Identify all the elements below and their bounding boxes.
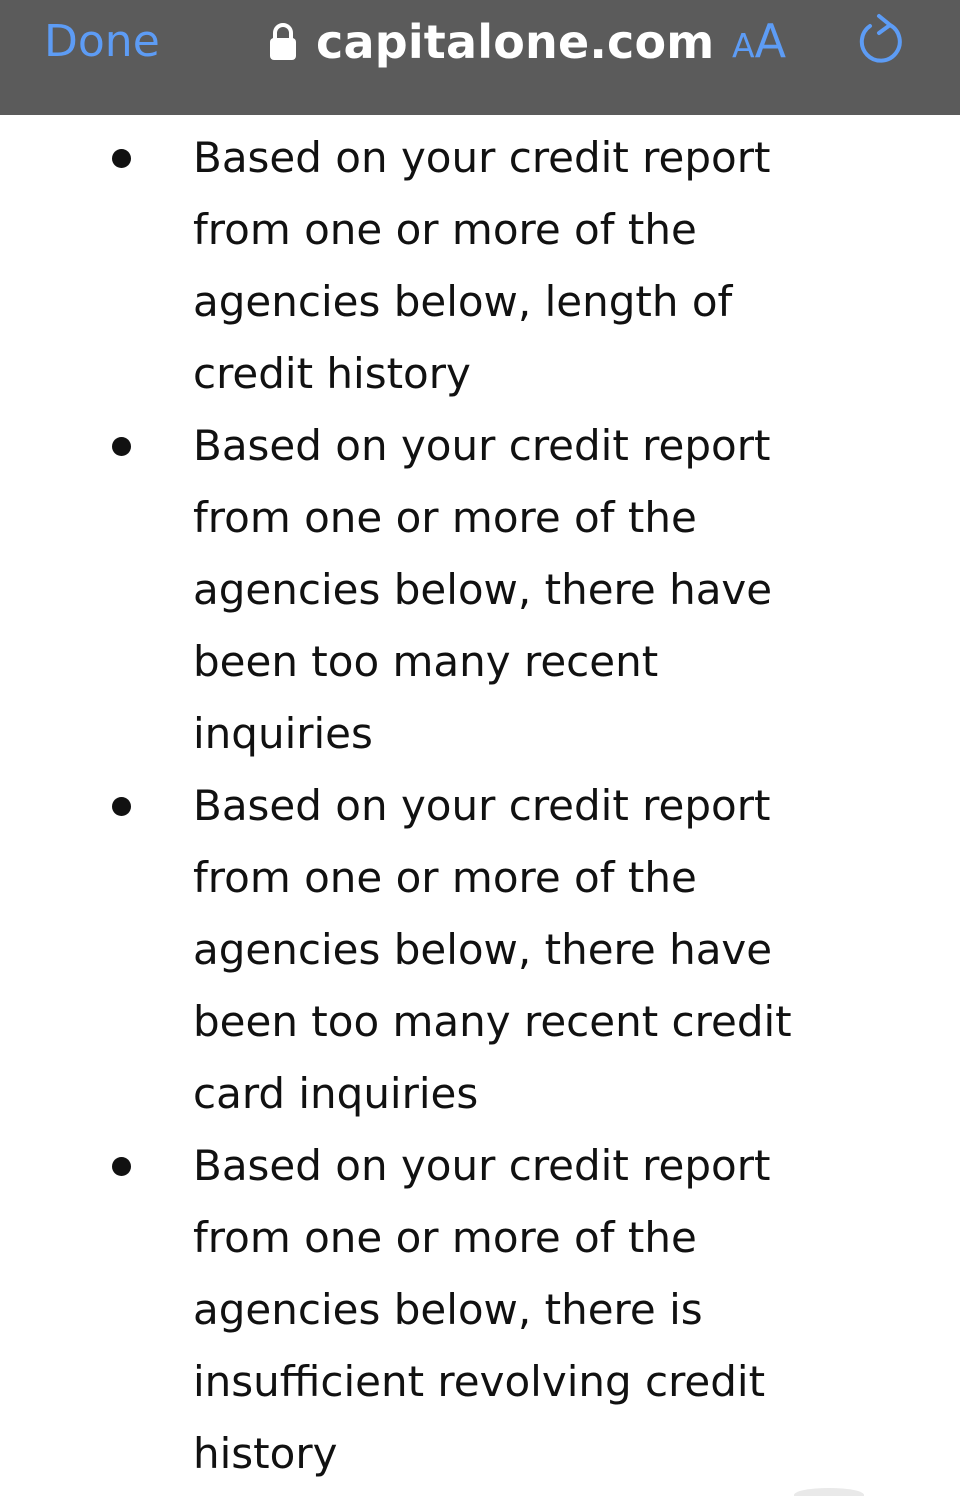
reason-text: Based on your credit report from one or more of the agencies below, there have been too many recent inquiries [193,421,773,758]
page-content [0,122,960,1490]
bullet-icon [112,149,131,168]
reason-text: Based on your credit report from one or more of the agencies below, there have been too many recent credit card inquiries [193,781,792,1118]
text-size-big-label: A [754,14,787,68]
list-item [0,1130,813,1490]
reload-icon[interactable] [852,12,906,70]
scroll-indicator [794,1488,864,1496]
bullet-icon [112,437,131,456]
reason-text: Based on your credit report from one or more of the agencies below, there is insufficient revolving credit history [193,1141,771,1478]
done-button[interactable]: Done [44,16,160,67]
url-text: capitalone.com [316,15,715,69]
list-item [0,770,813,1130]
lock-icon [268,22,298,62]
reason-text: Based on your credit report from one or more of the agencies below, length of credit history [193,133,771,398]
text-size-button[interactable] [732,14,786,70]
address-bar[interactable] [268,12,714,72]
bullet-icon [112,797,131,816]
bullet-icon [112,1157,131,1176]
text-size-small-label: A [732,26,755,65]
browser-toolbar [0,0,960,115]
adverse-action-reasons-list [0,122,960,1490]
list-item [0,410,813,770]
list-item [0,122,813,410]
